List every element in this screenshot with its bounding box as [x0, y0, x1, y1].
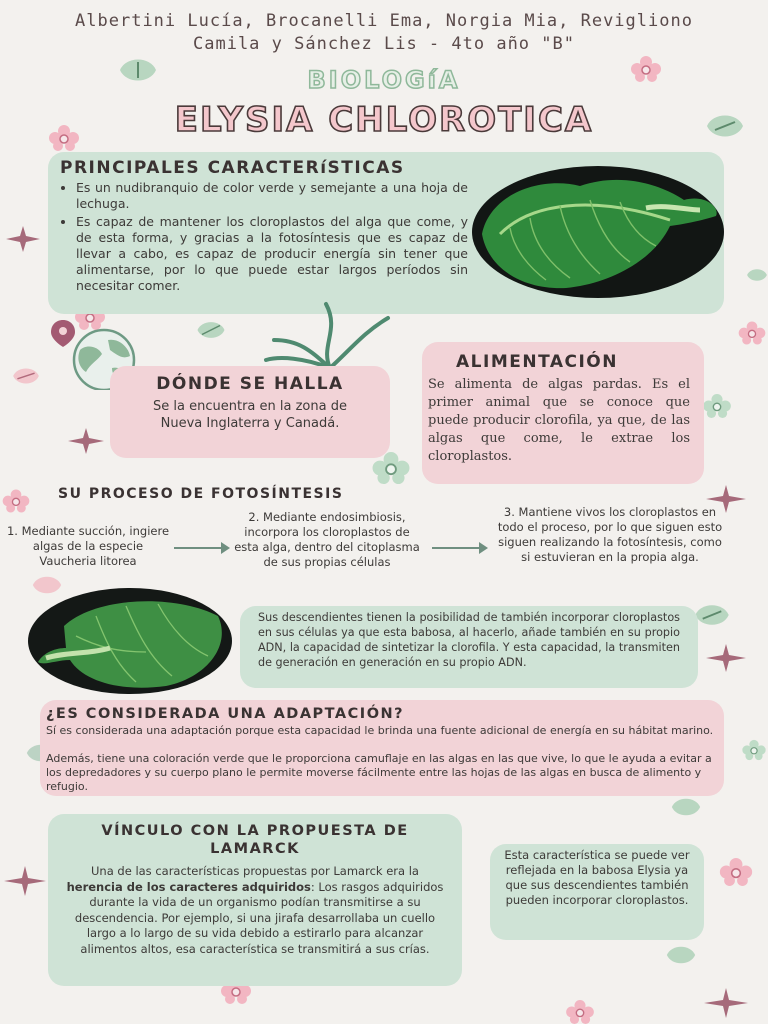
descendientes-text: Sus descendientes tienen la posibilidad de también incorporar cloroplastos en sus células ya que esta babosa, al hacerlo, añade también en su propio ADN, la capacidad de sintetizar la clorofila. Y esta capacidad, la transmiten de generación en generación en su propio ADN.: [258, 611, 680, 669]
authors: [0, 10, 768, 56]
flower-icon: [740, 738, 768, 762]
descendientes-card: [240, 606, 698, 688]
flower-icon: [700, 394, 734, 418]
subject-title: BIOLOGíA: [307, 66, 461, 94]
sparkle-icon: [4, 866, 46, 896]
flower-icon: [560, 1000, 600, 1024]
sparkle-icon: [706, 644, 746, 672]
donde-card: [110, 366, 390, 458]
sparkle-icon: [68, 428, 104, 454]
flower-icon: [0, 488, 32, 514]
caracteristicas-item: • Es un nudibranquio de color verde y semejante a una hoja de lechuga.: [76, 180, 468, 212]
leaf-icon: [196, 318, 226, 342]
reflejo-text: Esta característica se puede ver reflejada en la babosa Elysia ya que sus descendientes también pueden incorporar cloroplastos.: [504, 848, 690, 907]
adaptacion-heading: ¿ES CONSIDERADA UNA ADAPTACIÓN?: [46, 706, 405, 722]
seaweed-icon: [260, 290, 400, 370]
alimentacion-text: Se alimenta de algas pardas. Es el primer animal que se conoce que puede producir clorofila, ya que, de las algas que come, le extrae los cloroplastos.: [428, 377, 690, 464]
caracteristicas-item: • Es capaz de mantener los cloroplastos del alga que come, y de esta forma, y gracias a la fotosíntesis que es capaz de llevar a cabo, es capaz de producir energía sin tener que alimentarse, por lo que puede estar largos períodos sin necesitar comer.: [76, 214, 468, 294]
proceso-step-1: 1. Mediante succión, ingiere algas de la especie Vaucheria litorea: [6, 524, 170, 568]
adaptacion-p1: Sí es considerada una adaptación porque esta capacidad le brinda una fuente adicional de energía en su hábitat marino.: [46, 724, 714, 737]
proceso-step-3: 3. Mantiene vivos los cloroplastos en todo el proceso, por lo que siguen esto siguen realizando la fotosíntesis, como si estuvieran en la propia alga.: [497, 505, 723, 564]
lamarck-card: [48, 814, 462, 986]
adaptacion-p2: Además, tiene una coloración verde que le proporciona camuflaje en las algas en las que vive, lo que le ayuda a evitar a los depredadores y su cuerpo plano le permite moverse fácilmente entre las hojas de las algas en busca de alimento y refugio.: [46, 752, 712, 793]
arrow-icon: [432, 547, 486, 549]
leaf-icon: [668, 796, 704, 818]
lamarck-text: [62, 864, 448, 957]
leaf-icon: [746, 262, 768, 288]
flower-icon: [736, 320, 768, 346]
authors-line-1: Albertini Lucía, Brocanelli Ema, Norgia Mia, Revigliono: [75, 11, 693, 31]
donde-heading: DÓNDE SE HALLA: [156, 374, 344, 394]
flower-icon: [716, 858, 756, 886]
arrow-icon: [174, 547, 228, 549]
lamarck-text-start: Una de las características propuestas por Lamarck era la: [91, 864, 419, 878]
elysia-photo: [470, 164, 726, 300]
authors-line-2: Camila y Sánchez Lis - 4to año "B": [193, 34, 575, 54]
adaptacion-card: [40, 700, 724, 796]
lamarck-text-bold: herencia de los caracteres adquiridos: [66, 879, 311, 894]
reflejo-card: [490, 844, 704, 940]
sparkle-icon: [704, 988, 748, 1018]
location-pin-icon: [48, 318, 78, 348]
leaf-icon: [660, 944, 702, 966]
donde-text: Se la encuentra en la zona de Nueva Inglaterra y Canadá.: [153, 399, 347, 431]
lamarck-text-end: : Los rasgos adquiridos durante la vida de un organismo podían transmitirse a su descendencia. Por ejemplo, si una jirafa desarrollaba un cuello largo a lo largo de su vida debido a estirarlo para alcanzar alimentos altos, esa característica se transmitirá a sus crías.: [74, 879, 444, 956]
alimentacion-card: [422, 342, 704, 484]
leaf-icon: [692, 602, 732, 628]
caracteristicas-heading: PRINCIPALES CARACTERíSTICAS: [60, 158, 405, 178]
page-title: ELYSIA CHLOROTICA: [174, 100, 594, 140]
caracteristicas-list: [52, 180, 468, 296]
leaf-icon: [10, 366, 42, 386]
sparkle-icon: [6, 226, 40, 252]
proceso-step-2: 2. Mediante endosimbiosis, incorpora los cloroplastos de esta alga, dentro del citoplasma de sus propias células: [234, 510, 420, 569]
proceso-heading: SU PROCESO DE FOTOSÍNTESIS: [58, 486, 344, 502]
alimentacion-heading: ALIMENTACIÓN: [456, 352, 618, 372]
elysia-photo: [26, 586, 234, 696]
lamarck-heading: VÍNCULO CON LA PROPUESTA DE LAMARCK: [101, 823, 409, 857]
